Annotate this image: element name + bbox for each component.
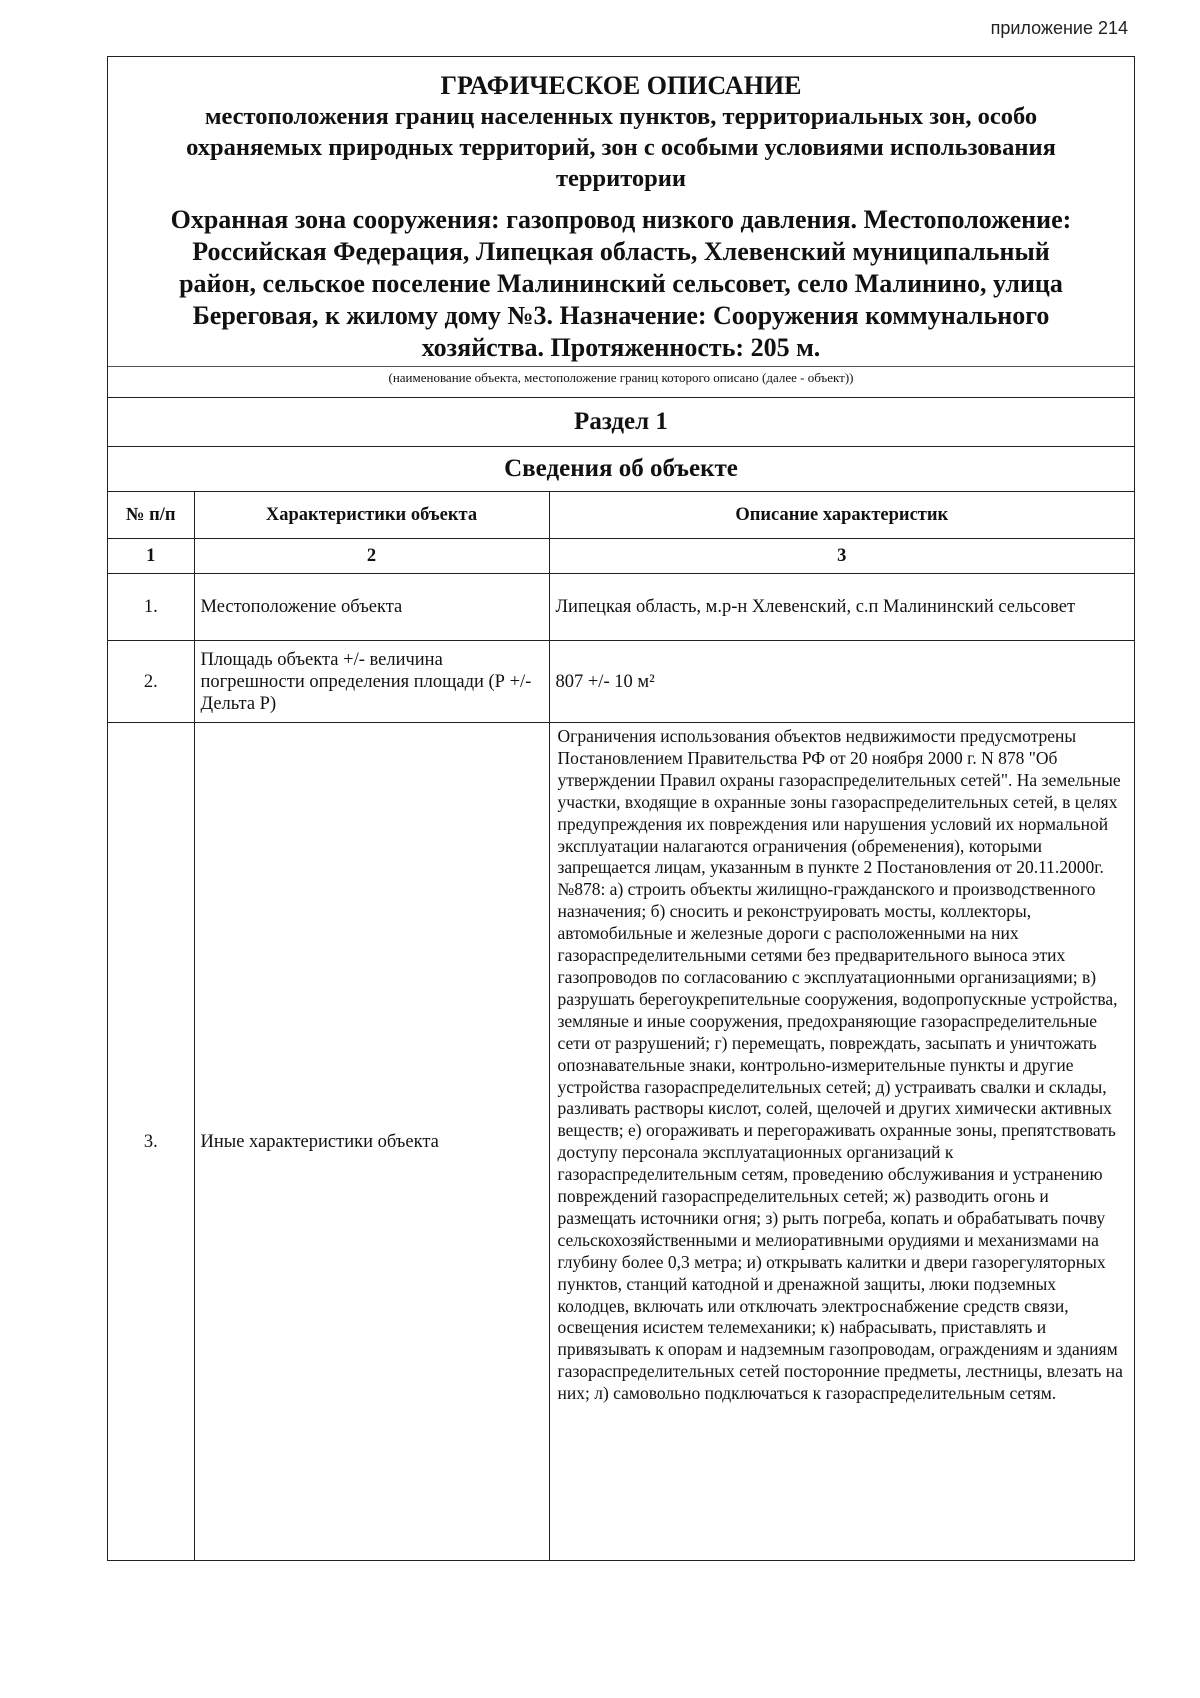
- object-name-line: район, сельское поселение Малининский сельсовет, село Малинино, улица: [179, 269, 1063, 298]
- subtitle-line: охраняемых природных территорий, зон с особыми условиями использования: [186, 134, 1056, 161]
- document-subtitle: [118, 101, 1124, 194]
- column-header-description: Описание характеристик: [549, 492, 1134, 539]
- row-characteristic: Иные характеристики объекта: [194, 723, 549, 1561]
- object-info-table: [108, 492, 1134, 1561]
- section-subtitle: Сведения об объекте: [108, 447, 1134, 492]
- column-header-number: № п/п: [108, 492, 194, 539]
- object-name-line: Охранная зона сооружения: газопровод низкого давления. Местоположение:: [170, 205, 1072, 234]
- object-name: [118, 204, 1124, 364]
- object-caption: (наименование объекта, местоположение границ которого описано (далее - объект)): [108, 367, 1134, 398]
- object-name-line: Береговая, к жилому дому №3. Назначение: Сооружения коммунального: [192, 301, 1050, 330]
- row-number: 3.: [108, 723, 194, 1561]
- row-characteristic: Местоположение объекта: [194, 574, 549, 641]
- row-number: 2.: [108, 641, 194, 723]
- appendix-label: приложение 214: [990, 18, 1128, 38]
- column-header-characteristic: Характеристики объекта: [194, 492, 549, 539]
- row-description: Ограничения использования объектов недвижимости предусмотрены Постановлением Правительства РФ от 20 ноября 2000 г. N 878 "Об утверждении Правил охраны газораспределительных сетей". На земельные участки, входящие в охранные зоны газораспределительных сетей, в целях предупреждения их повреждения или нарушения условий их нормальной эксплуатации налагаются ограничения (обременения), которыми запрещается лицам, указанным в пункте 2 Постановления от 20.11.2000г. №878: а) строить объекты жилищно-гражданского и производственного назначения; б) сносить и реконструировать мосты, коллекторы, автомобильные и железные дороги с расположенными на них газораспределительными сетями без предварительного выноса этих газопроводов по согласованию с эксплуатационными организациями; в) разрушать берегоукрепительные сооружения, водопропускные устройства, земляные и иные сооружения, предохраняющие газораспределительные сети от разрушений; г) перемещать, повреждать, засыпать и уничтожать опознавательные знаки, контрольно-измерительные пункты и другие устройства газораспределительных сетей; д) устраивать свалки и склады, разливать растворы кислот, солей, щелочей и других химически активных веществ; е) огораживать и перегораживать охранные зоны, препятствовать доступу персонала эксплуатационных организаций к газораспределительным сетям, проведению обслуживания и устранению повреждений газораспределительных сетей; ж) разводить огонь и размещать источники огня; з) рыть погреба, копать и обрабатывать почву сельскохозяйственными и мелиоративными орудиями и механизмами на глубину более 0,3 метра; и) открывать калитки и двери газорегуляторных пунктов, станций катодной и дренажной защиты, люки подземных колодцев, включать или отключать электроснабжение средств связи, освещения исистем телемеханики; к) набрасывать, приставлять и привязывать к опорам и надземным газопроводам, ограждениям и зданиям газораспределительных сетей посторонние предметы, лестницы, влезать на них; л) самовольно подключаться к газораспределительным сетям.: [549, 723, 1134, 1561]
- object-name-line: Российская Федерация, Липецкая область, Хлевенский муниципальный: [192, 237, 1050, 266]
- row-description: Липецкая область, м.р-н Хлевенский, с.п Малининский сельсовет: [549, 574, 1134, 641]
- table-row: [108, 641, 1134, 723]
- row-description: 807 +/- 10 м²: [549, 641, 1134, 723]
- table-header-row: [108, 492, 1134, 539]
- column-number: 2: [194, 539, 549, 574]
- object-name-line: хозяйства. Протяженность: 205 м.: [421, 333, 821, 362]
- table-row: [108, 723, 1134, 1561]
- row-characteristic: Площадь объекта +/- величина погрешности определения площади (Р +/- Дельта Р): [194, 641, 549, 723]
- table-row: [108, 574, 1134, 641]
- title-block: [108, 57, 1134, 367]
- row-number: 1.: [108, 574, 194, 641]
- column-number: 3: [549, 539, 1134, 574]
- column-number-row: [108, 539, 1134, 574]
- document-title: ГРАФИЧЕСКОЕ ОПИСАНИЕ: [440, 71, 802, 100]
- document-frame: [107, 56, 1135, 1561]
- column-number: 1: [108, 539, 194, 574]
- subtitle-line: местоположения границ населенных пунктов, территориальных зон, особо: [204, 103, 1038, 130]
- subtitle-line: территории: [555, 165, 687, 192]
- section-title: Раздел 1: [108, 398, 1134, 447]
